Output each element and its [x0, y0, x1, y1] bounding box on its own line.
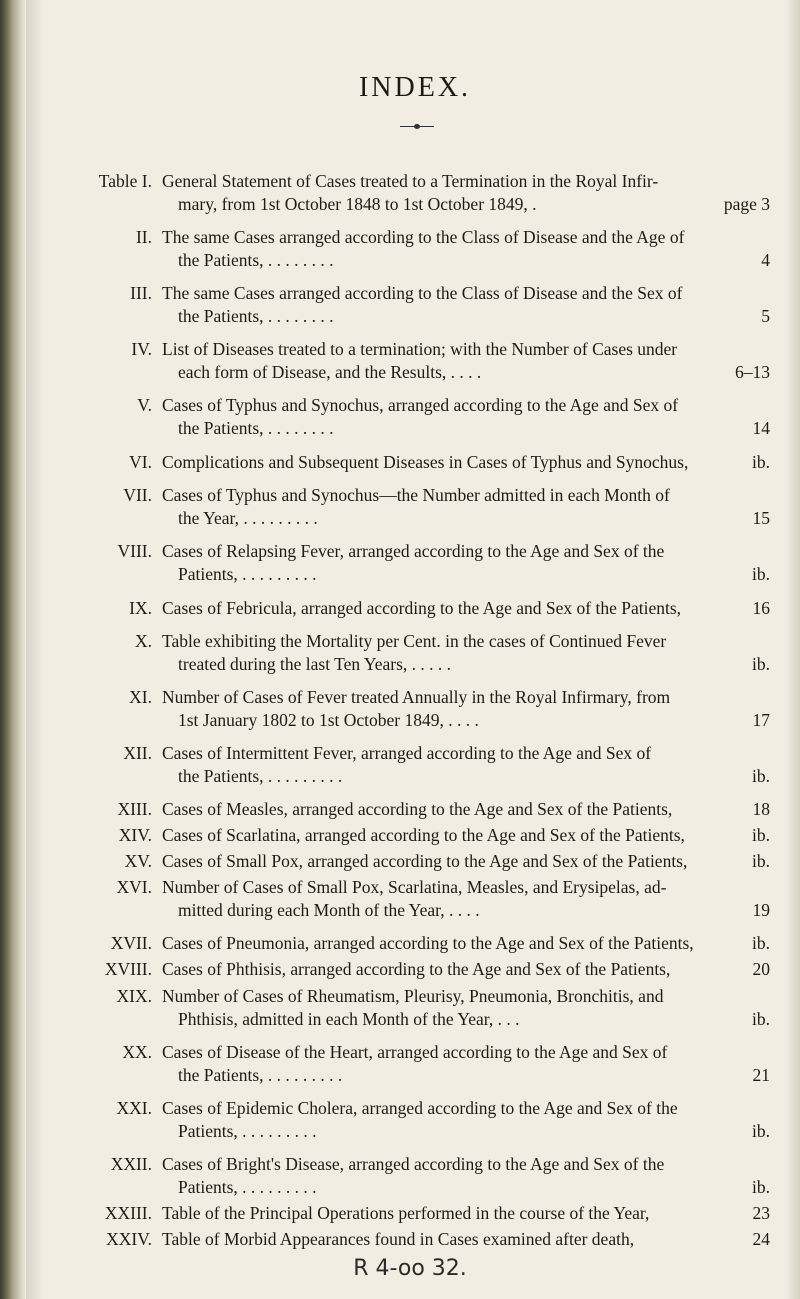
- entry-page: ib.: [752, 1009, 770, 1029]
- entry-text-line1: Cases of Phthisis, arranged according to the Age and Sex of the Patients,: [162, 959, 671, 979]
- entry-text-line1: Cases of Epidemic Cholera, arranged according to the Age and Sex of the: [162, 1098, 678, 1118]
- entry-text-line1: Cases of Scarlatina, arranged according to the Age and Sex of the Patients,: [162, 825, 685, 845]
- entry-text-line1: The same Cases arranged according to the Class of Disease and the Age of: [162, 227, 685, 247]
- entry-number: V.: [137, 395, 152, 415]
- entry-text-line2: Patients, . . . . . . . . .: [178, 1177, 317, 1197]
- entry-text-line1: Cases of Typhus and Synochus, arranged according to the Age and Sex of: [162, 395, 679, 415]
- entry-number: XIII.: [117, 799, 152, 819]
- entry-text-line2: the Patients, . . . . . . . .: [178, 418, 334, 438]
- entry-number: XII.: [123, 743, 152, 763]
- entry-text-line1: Number of Cases of Rheumatism, Pleurisy, Pneumonia, Bronchitis, and: [162, 986, 664, 1006]
- entry-page: ib.: [752, 825, 770, 845]
- entry-text-line1: Cases of Febricula, arranged according to the Age and Sex of the Patients,: [162, 598, 682, 618]
- entry-page: 18: [752, 799, 770, 819]
- entry-text-line2: Patients, . . . . . . . . .: [178, 564, 317, 584]
- entry-text-line1: Table of the Principal Operations performed in the course of the Year,: [162, 1203, 650, 1223]
- entry-page: 4: [761, 250, 770, 270]
- entry-page: 24: [752, 1229, 770, 1249]
- entry-text-line2: the Patients, . . . . . . . . .: [178, 766, 343, 786]
- book-binding: [0, 0, 26, 1299]
- entry-page: ib.: [752, 1121, 770, 1141]
- entry-number: VII.: [123, 485, 152, 505]
- entry-number: IV.: [131, 339, 152, 359]
- entry-text-line1: Cases of Pneumonia, arranged according to the Age and Sex of the Patients,: [162, 933, 694, 953]
- entry-text-line1: Cases of Bright's Disease, arranged according to the Age and Sex of the: [162, 1154, 665, 1174]
- entry-number: Table I.: [98, 171, 152, 191]
- entry-text-line2: the Patients, . . . . . . . .: [178, 250, 334, 270]
- entry-text-line2: Patients, . . . . . . . . .: [178, 1121, 317, 1141]
- entry-number: XXII.: [110, 1154, 152, 1174]
- entry-text-line2: 1st January 1802 to 1st October 1849, . . . .: [178, 710, 479, 730]
- entry-text-line1: Cases of Relapsing Fever, arranged according to the Age and Sex of the: [162, 541, 665, 561]
- entry-text-line1: Cases of Measles, arranged according to the Age and Sex of the Patients,: [162, 799, 673, 819]
- entry-text-line1: Table of Morbid Appearances found in Cases examined after death,: [162, 1229, 635, 1249]
- entry-text-line1: Cases of Intermittent Fever, arranged according to the Age and Sex of: [162, 743, 652, 763]
- entry-page: 14: [752, 418, 770, 438]
- entry-page: ib.: [752, 766, 770, 786]
- entry-text-line2: the Year, . . . . . . . . .: [178, 508, 318, 528]
- entry-page: 16: [752, 598, 770, 618]
- entry-text-line2: the Patients, . . . . . . . . .: [178, 1065, 343, 1085]
- entry-number: VI.: [129, 452, 152, 472]
- entry-page: 20: [752, 959, 770, 979]
- entry-number: XVIII.: [104, 959, 152, 979]
- entry-page: 6–13: [735, 362, 770, 382]
- entry-page: 15: [752, 508, 770, 528]
- entry-number: II.: [135, 227, 152, 247]
- entry-text-line2: the Patients, . . . . . . . .: [178, 306, 334, 326]
- entry-text-line2: mitted during each Month of the Year, . . . .: [178, 900, 480, 920]
- entry-page: page 3: [723, 194, 770, 214]
- entry-number: XV.: [124, 851, 152, 871]
- entry-text-line2: treated during the last Ten Years, . . . . .: [178, 654, 452, 674]
- entry-number: XXIII.: [104, 1203, 152, 1223]
- entry-text-line1: Number of Cases of Fever treated Annually in the Royal Infirmary, from: [162, 687, 671, 707]
- entry-text-line1: General Statement of Cases treated to a Termination in the Royal Infir-: [162, 171, 659, 191]
- entry-page: ib.: [752, 851, 770, 871]
- entry-text-line1: Cases of Disease of the Heart, arranged according to the Age and Sex of: [162, 1042, 668, 1062]
- entry-number: XIX.: [116, 986, 152, 1006]
- entry-text-line1: The same Cases arranged according to the Class of Disease and the Sex of: [162, 283, 683, 303]
- entry-text-line1: Complications and Subsequent Diseases in Cases of Typhus and Synochus,: [162, 452, 689, 472]
- entry-number: XVI.: [116, 877, 152, 897]
- entry-number: III.: [130, 283, 152, 303]
- binding-shadow: [26, 0, 44, 1299]
- page-edge: [786, 0, 800, 1299]
- entry-page: ib.: [752, 564, 770, 584]
- page-title: INDEX.: [358, 72, 472, 103]
- entry-number: XVII.: [110, 933, 152, 953]
- entry-text-line1: Number of Cases of Small Pox, Scarlatina, Measles, and Erysipelas, ad-: [162, 877, 667, 897]
- entry-page: 5: [761, 306, 770, 326]
- entry-text-line1: Table exhibiting the Mortality per Cent. in the cases of Continued Fever: [162, 631, 667, 651]
- entry-text-line2: mary, from 1st October 1848 to 1st October 1849, .: [178, 194, 537, 214]
- entry-page: 21: [752, 1065, 770, 1085]
- entry-number: XI.: [129, 687, 152, 707]
- title-ornament-rule: [400, 126, 434, 127]
- entry-text-line2: Phthisis, admitted in each Month of the Year, . . .: [178, 1009, 520, 1029]
- entry-number: XXI.: [116, 1098, 152, 1118]
- entry-page: ib.: [752, 654, 770, 674]
- entry-number: XX.: [122, 1042, 152, 1062]
- entry-text-line1: Cases of Small Pox, arranged according to the Age and Sex of the Patients,: [162, 851, 688, 871]
- entry-page: 17: [752, 710, 770, 730]
- entry-number: X.: [134, 631, 152, 651]
- entry-number: VIII.: [117, 541, 152, 561]
- entry-text-line1: Cases of Typhus and Synochus—the Number admitted in each Month of: [162, 485, 670, 505]
- entry-page: ib.: [752, 452, 770, 472]
- entry-number: XIV.: [118, 825, 152, 845]
- entry-text-line2: each form of Disease, and the Results, . . . .: [178, 362, 482, 382]
- entry-page: 19: [752, 900, 770, 920]
- handwritten-shelfmark: R 4-oo 32.: [353, 1256, 467, 1281]
- entry-page: ib.: [752, 1177, 770, 1197]
- entry-number: IX.: [129, 598, 152, 618]
- entry-number: XXIV.: [106, 1229, 152, 1249]
- entry-page: ib.: [752, 933, 770, 953]
- entry-text-line1: List of Diseases treated to a termination; with the Number of Cases under: [162, 339, 678, 359]
- entry-page: 23: [752, 1203, 770, 1223]
